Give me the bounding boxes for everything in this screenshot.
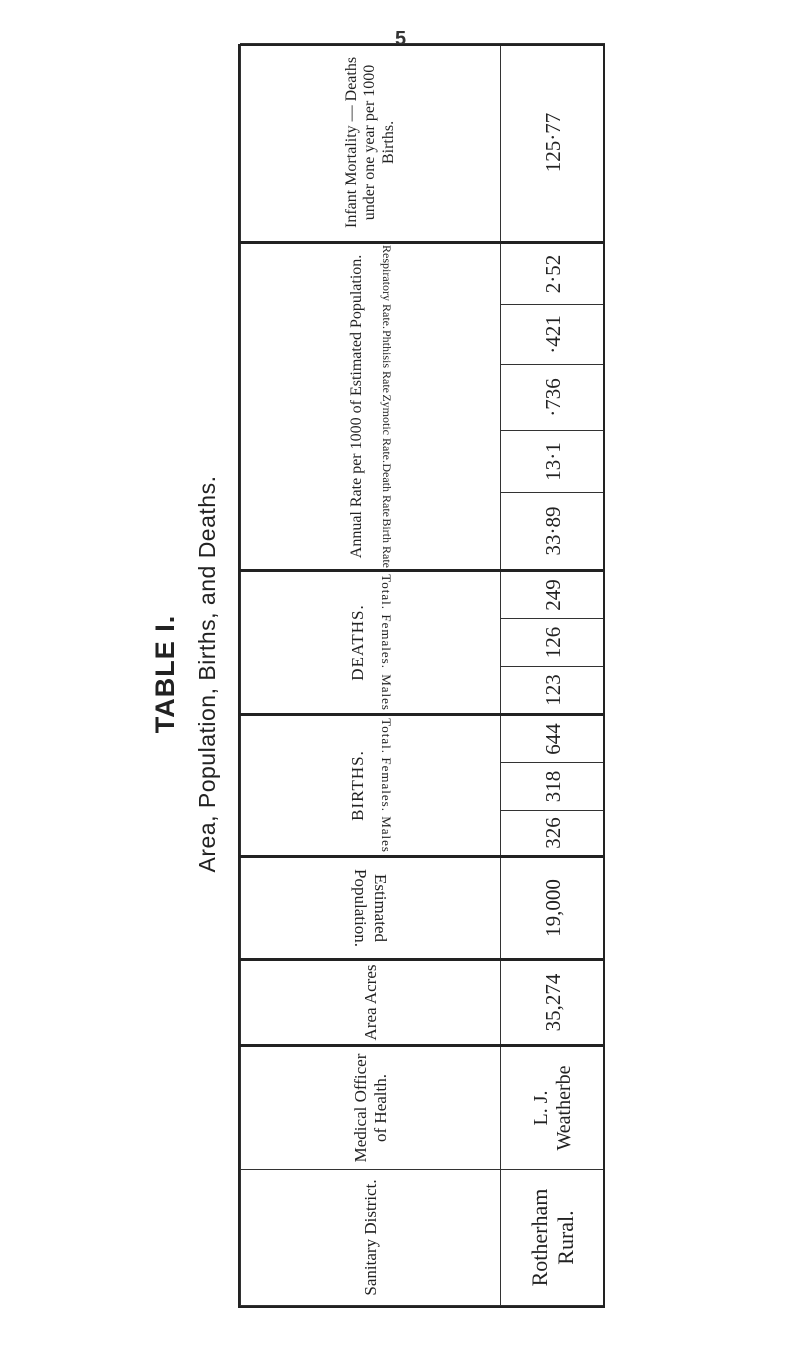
deaths-males-label: Males: [378, 673, 394, 711]
cell-zymotic-rate: ·736: [501, 364, 605, 430]
cell-births-total: 644: [501, 714, 605, 762]
cell-infant-mortality: 125·77: [501, 43, 605, 242]
header-population-label: Estimated Population.: [351, 869, 391, 947]
births-subheaders: [378, 716, 393, 855]
cell-births-males: 326: [501, 811, 605, 857]
header-medical-officer: Medical Officer of Health.: [241, 1046, 501, 1170]
page-number: 5: [394, 28, 407, 50]
header-sanitary-district: Sanitary District.: [241, 1170, 501, 1306]
header-deaths: [241, 570, 501, 714]
cell-district: Rotherham Rural.: [501, 1170, 605, 1306]
births-total-label: Total.: [378, 717, 394, 754]
deaths-females-label: Females.: [378, 614, 394, 670]
cell-deaths-total: 249: [501, 570, 605, 618]
cell-officer: L. J. Weatherbe: [501, 1046, 605, 1170]
table-subtitle: Area, Population, Births, and Deaths.: [194, 475, 220, 873]
cell-population: 19,000: [501, 857, 605, 960]
table-title: TABLE I.: [150, 614, 180, 734]
births-males-label: Males: [378, 816, 394, 854]
cell-area: 35,274: [501, 960, 605, 1046]
cell-death-rate: 13·1: [501, 430, 605, 492]
death-rate-label: Death Rate: [379, 463, 394, 518]
header-births: [241, 714, 501, 856]
births-females-label: Females.: [378, 757, 394, 813]
header-infant-mortality: Infant Mortality — Deaths under one year per 1000 Births.: [241, 43, 501, 242]
rates-subheaders: [379, 244, 393, 569]
zymotic-rate-label: Zymotic Rate.: [379, 393, 394, 463]
header-row: [241, 43, 501, 1305]
deaths-total-label: Total.: [378, 574, 394, 611]
cell-birth-rate: 33·89: [501, 492, 605, 570]
birth-rate-label: Birth Rate: [379, 518, 394, 569]
data-row: [501, 43, 605, 1305]
cell-births-females: 318: [501, 763, 605, 811]
deaths-group-label: DEATHS.: [348, 604, 368, 681]
header-rates: [241, 242, 501, 570]
respiratory-rate-label: Respiratory Rate.: [379, 244, 394, 329]
cell-deaths-males: 123: [501, 666, 605, 714]
rates-group-label: Annual Rate per 1000 of Estimated Population.: [348, 254, 366, 559]
statistics-table: [240, 43, 605, 1306]
cell-deaths-females: 126: [501, 618, 605, 666]
header-area: Area Acres: [241, 960, 501, 1046]
phthisis-rate-label: Phthisis Rate: [379, 329, 394, 393]
cell-phthisis-rate: ·421: [501, 304, 605, 364]
header-population: [241, 857, 501, 960]
deaths-subheaders: [378, 572, 393, 713]
cell-respiratory-rate: 2·52: [501, 242, 605, 304]
births-group-label: BIRTHS.: [348, 750, 368, 821]
